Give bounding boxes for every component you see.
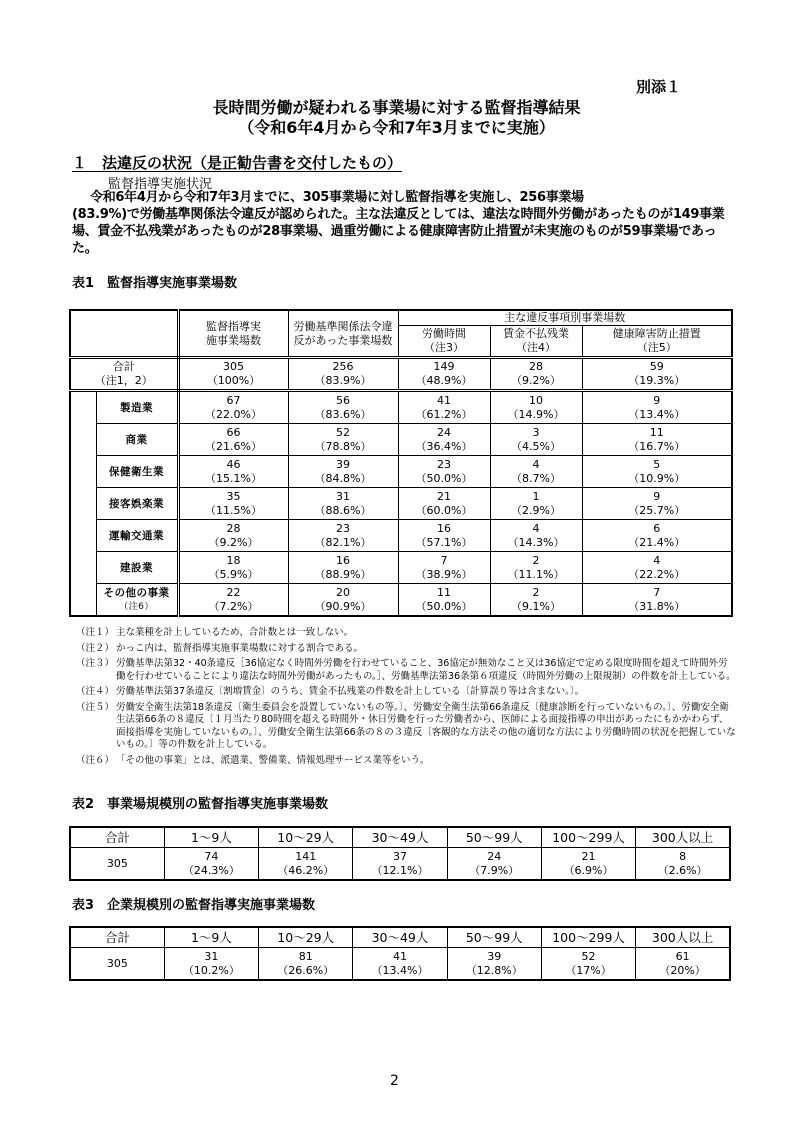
count: 10 xyxy=(529,393,543,407)
table3-header-cell: 1～9人 xyxy=(164,927,258,948)
header-label: 健康障害防止措置 xyxy=(612,327,701,340)
count: 4 xyxy=(653,553,661,567)
note-text: 労働安全衛生法第18条違反〔衛生委員会を設置していないもの等。〕、労働安全衛生法第66条違反〔健康診断を行っていないもの。〕、労働安全衛生法第66条の８違反〔１月当たり80時間を超える時間外・休日労働を行った労働者から、医師による面接指導の申出があったにもかかわらず、面接指導を実施していないもの。〕、労働安全衛生法第66条の８の３違反〔客観的な方法その他の適切な方法により労働時間の状況を把握していないもの。〕等の件数を計上している。 xyxy=(116,701,736,750)
table1-cell xyxy=(490,552,582,584)
table1-cell xyxy=(490,358,582,391)
count: 1 xyxy=(532,489,540,503)
percent: （11.5%） xyxy=(205,503,262,517)
table3-cell xyxy=(636,948,730,981)
table3-total-cell: 305 xyxy=(70,948,164,981)
count: 149 xyxy=(433,360,455,373)
table1-industry-label xyxy=(96,424,178,456)
percent: （78.8%） xyxy=(314,439,372,453)
table1-cell xyxy=(398,584,490,617)
count: 21 xyxy=(437,489,451,503)
industry-name: 保健衛生業 xyxy=(109,465,164,478)
table1-cell xyxy=(178,520,288,552)
percent: （50.0%） xyxy=(415,471,473,485)
count: 46 xyxy=(226,457,241,471)
table1-row xyxy=(70,584,732,617)
percent: （82.1%） xyxy=(314,535,372,549)
table1-cell xyxy=(288,391,398,424)
table1-row xyxy=(70,520,732,552)
count: 7 xyxy=(440,553,448,567)
count: 20 xyxy=(336,585,350,599)
table2-header-cell: 300人以上 xyxy=(636,827,730,848)
table1-cell xyxy=(398,358,490,391)
industry-name: 運輸交通業 xyxy=(109,529,164,542)
count: 2 xyxy=(532,553,540,567)
percent: （48.9%） xyxy=(415,374,473,387)
table1-cell xyxy=(178,358,288,391)
count: 5 xyxy=(653,457,661,471)
table3-cell xyxy=(541,948,635,981)
table2-header-cell: 30～49人 xyxy=(353,827,447,848)
percent: （9.1%） xyxy=(511,599,561,613)
table1-cell xyxy=(582,520,732,552)
percent: （22.2%） xyxy=(628,567,686,581)
percent: （88.9%） xyxy=(314,567,372,581)
percent: （17%） xyxy=(565,963,612,977)
table1-industry-label xyxy=(96,520,178,552)
row-note: （注1，2） xyxy=(94,374,153,387)
table1-header-health-measures xyxy=(582,326,732,358)
note-key: （注６） xyxy=(76,754,115,766)
table1-header-working-hours xyxy=(398,326,490,358)
table1-industry-label xyxy=(96,391,178,424)
table1-cell xyxy=(490,424,582,456)
count: 35 xyxy=(226,489,241,503)
percent: （21.4%） xyxy=(628,535,686,549)
table3-cell xyxy=(353,948,447,981)
percent: （36.4%） xyxy=(415,439,473,453)
count: 8 xyxy=(679,849,687,863)
table1-industry-group-indent xyxy=(70,391,96,617)
table3-header-cell: 30～49人 xyxy=(353,927,447,948)
percent: （12.1%） xyxy=(371,863,429,877)
table1-cell xyxy=(398,391,490,424)
percent: （21.6%） xyxy=(205,439,262,453)
percent: （83.6%） xyxy=(314,407,372,421)
table3-value-row xyxy=(70,948,730,981)
table1-cell xyxy=(490,520,582,552)
table1-cell xyxy=(178,424,288,456)
count: 23 xyxy=(336,521,350,535)
table1-header-inspected: 監督指導実施事業場数 xyxy=(178,310,288,358)
table1-cell xyxy=(288,552,398,584)
count: 4 xyxy=(532,521,540,535)
table1-row xyxy=(70,456,732,488)
note-item xyxy=(76,658,736,683)
document-title: 長時間労働が疑われる事業場に対する監督指導結果 xyxy=(212,98,581,117)
industry-name: 接客娯楽業 xyxy=(109,497,164,510)
table1-row xyxy=(70,552,732,584)
percent: （5.9%） xyxy=(208,567,259,581)
header-note: （注4） xyxy=(516,341,556,354)
count: 24 xyxy=(437,425,451,439)
percent: （88.6%） xyxy=(314,503,372,517)
table1-cell xyxy=(582,424,732,456)
table2-header-row xyxy=(70,827,730,848)
count: 305 xyxy=(223,360,244,373)
table1-cell xyxy=(582,358,732,391)
table1-corner-cell xyxy=(70,310,178,358)
table1-row xyxy=(70,488,732,520)
table1-cell xyxy=(490,391,582,424)
table1-inspection-results xyxy=(69,309,733,617)
note-text: 労働基準法第32・40条違反［36協定なく時間外労働を行わせていること、36協定が無効なこと又は36協定で定める限度時間を超えて時間外労働を行わせていることにより違法な時間外労働があったもの。］、労働基準法第36条第６項違反（時間外労働の上限規制）の件数を計上している。 xyxy=(116,658,736,682)
table1-total-row xyxy=(70,358,732,391)
note-text: 主な業種を計上しているため、合計数とは一致しない。 xyxy=(116,627,354,638)
table3-cell xyxy=(447,948,541,981)
table2-header-cell: 合計 xyxy=(70,827,164,848)
industry-name: 製造業 xyxy=(120,401,153,414)
percent: （9.2%） xyxy=(208,535,259,549)
table1-cell xyxy=(178,456,288,488)
count: 31 xyxy=(336,489,350,503)
table2-header-cell: 1～9人 xyxy=(164,827,258,848)
count: 39 xyxy=(487,949,502,963)
percent: （13.4%） xyxy=(371,963,429,977)
table3-header-row xyxy=(70,927,730,948)
count: 9 xyxy=(653,489,661,503)
count: 256 xyxy=(332,360,354,373)
table1-header-unpaid-overtime xyxy=(490,326,582,358)
count: 28 xyxy=(226,521,241,535)
percent: （25.7%） xyxy=(628,503,686,517)
note-item xyxy=(76,627,736,640)
percent: （10.2%） xyxy=(182,963,240,977)
percent: （61.2%） xyxy=(415,407,473,421)
count: 41 xyxy=(392,949,407,963)
industry-name: その他の事業 xyxy=(103,586,170,599)
document-subtitle: （令和6年4月から令和7年3月までに実施） xyxy=(238,118,555,137)
header-label: 労働時間 xyxy=(422,327,466,340)
table1-caption: 表1 監督指導実施事業場数 xyxy=(72,276,238,291)
table3-header-cell: 50～99人 xyxy=(447,927,541,948)
table2-value-row xyxy=(70,848,730,881)
table1-header-violations: 労働基準関係法令違反があった事業場数 xyxy=(288,310,398,358)
percent: （14.9%） xyxy=(507,407,565,421)
count: 18 xyxy=(226,553,241,567)
count: 23 xyxy=(437,457,451,471)
note-key: （注５） xyxy=(76,701,115,713)
count: 21 xyxy=(581,849,596,863)
count: 4 xyxy=(532,457,540,471)
table1-cell xyxy=(178,552,288,584)
table1-cell xyxy=(490,584,582,617)
row-label: 合計 xyxy=(112,360,135,373)
table2-header-cell: 100～299人 xyxy=(541,827,635,848)
table2-header-cell: 50～99人 xyxy=(447,827,541,848)
count: 56 xyxy=(336,393,350,407)
percent: （4.5%） xyxy=(511,439,561,453)
subheading: 監督指導実施状況 xyxy=(108,177,213,192)
industry-note: （注6） xyxy=(119,601,154,612)
table1-cell xyxy=(398,488,490,520)
table1-industry-label xyxy=(96,584,178,617)
percent: （11.1%） xyxy=(507,567,565,581)
table1-cell xyxy=(398,552,490,584)
count: 6 xyxy=(653,521,661,535)
table2-cell xyxy=(447,848,541,881)
table2-cell xyxy=(636,848,730,881)
percent: （19.3%） xyxy=(628,374,686,387)
percent: （2.6%） xyxy=(657,863,708,877)
note-key: （注２） xyxy=(76,642,115,654)
percent: （12.8%） xyxy=(465,963,523,977)
table1-notes xyxy=(76,627,736,770)
note-item xyxy=(76,643,736,656)
count: 81 xyxy=(298,949,313,963)
table2-header-cell: 10～29人 xyxy=(259,827,353,848)
percent: （100%） xyxy=(206,374,261,387)
table1-cell xyxy=(582,456,732,488)
count: 37 xyxy=(392,849,407,863)
table1-cell xyxy=(288,488,398,520)
percent: （8.7%） xyxy=(511,471,561,485)
percent: （38.9%） xyxy=(415,567,473,581)
count: 66 xyxy=(226,425,241,439)
table1-cell xyxy=(178,584,288,617)
percent: （57.1%） xyxy=(415,535,473,549)
percent: （50.0%） xyxy=(415,599,473,613)
table2-cell xyxy=(353,848,447,881)
industry-name: 建設業 xyxy=(120,561,153,574)
table3-cell xyxy=(164,948,258,981)
percent: （83.9%） xyxy=(314,374,372,387)
percent: （16.7%） xyxy=(628,439,686,453)
percent: （7.9%） xyxy=(469,863,520,877)
table1-cell xyxy=(582,584,732,617)
table2-total-cell: 305 xyxy=(70,848,164,881)
count: 3 xyxy=(532,425,540,439)
count: 16 xyxy=(437,521,451,535)
table1-cell xyxy=(582,391,732,424)
table1-industry-label xyxy=(96,456,178,488)
count: 41 xyxy=(437,393,451,407)
count: 39 xyxy=(336,457,350,471)
count: 52 xyxy=(336,425,350,439)
percent: （46.2%） xyxy=(277,863,335,877)
percent: （14.3%） xyxy=(507,535,565,549)
table3-cell xyxy=(259,948,353,981)
summary-paragraph xyxy=(72,189,732,257)
table1-total-label xyxy=(70,358,178,391)
note-key: （注４） xyxy=(76,686,115,697)
header-label: 賃金不払残業 xyxy=(503,327,569,340)
table3-header-cell: 10～29人 xyxy=(259,927,353,948)
table3-header-cell: 300人以上 xyxy=(636,927,730,948)
industry-name: 商業 xyxy=(125,433,148,446)
note-key: （注１） xyxy=(76,627,115,638)
table2-cell xyxy=(164,848,258,881)
percent: （90.9%） xyxy=(314,599,372,613)
table1-cell xyxy=(288,520,398,552)
summary-rest: (83.9%)で労働基準関係法令違反が認められた。主な法違反としては、違法な時間外労働があったものが149事業場、賃金不払残業があったものが28事業場、過重労働による健康障害防止措置が未実施のものが59事業場であった。 xyxy=(72,207,725,256)
percent: （15.1%） xyxy=(205,471,262,485)
count: 24 xyxy=(487,849,502,863)
table1-industry-rows xyxy=(70,391,732,617)
table3-header-cell: 100～299人 xyxy=(541,927,635,948)
table1-cell xyxy=(490,456,582,488)
percent: （20%） xyxy=(659,963,706,977)
attachment-label: 別添１ xyxy=(636,78,682,96)
percent: （22.0%） xyxy=(205,407,262,421)
table1-header-group: 主な違反事項別事業場数 xyxy=(398,310,732,326)
percent: （13.4%） xyxy=(628,407,686,421)
header-note: （注5） xyxy=(636,341,677,354)
table3-header-cell: 合計 xyxy=(70,927,164,948)
count: 16 xyxy=(336,553,350,567)
table1-cell xyxy=(398,424,490,456)
table1-cell xyxy=(288,424,398,456)
table1-cell xyxy=(288,584,398,617)
table1-cell xyxy=(178,488,288,520)
percent: （84.8%） xyxy=(314,471,372,485)
count: 52 xyxy=(581,949,596,963)
table2-cell xyxy=(259,848,353,881)
count: 22 xyxy=(226,585,241,599)
count: 31 xyxy=(204,949,219,963)
count: 141 xyxy=(295,849,317,863)
table1-row xyxy=(70,424,732,456)
table3-caption: 表3 企業規模別の監督指導実施事業場数 xyxy=(72,898,316,913)
note-text: かっこ内は、監督指導実施事業場数に対する割合である。 xyxy=(116,642,364,654)
table2-by-establishment-size xyxy=(69,826,731,881)
table1-cell xyxy=(288,358,398,391)
percent: （7.2%） xyxy=(208,599,259,613)
note-key: （注３） xyxy=(76,658,115,669)
percent: （24.3%） xyxy=(182,863,240,877)
count: 59 xyxy=(649,360,664,373)
percent: （31.8%） xyxy=(628,599,686,613)
note-text: 労働基準法第37条違反〔割増賃金〕のうち、賃金不払残業の件数を計上している〔計算誤り等は含まない。〕。 xyxy=(116,686,585,697)
table1-cell xyxy=(398,456,490,488)
table3-by-enterprise-size xyxy=(69,926,731,981)
note-text: 「その他の事業」とは、派遣業、警備業、情報処理サービス業等をいう。 xyxy=(116,754,430,766)
percent: （26.6%） xyxy=(277,963,335,977)
percent: （2.9%） xyxy=(511,503,561,517)
percent: （60.0%） xyxy=(415,503,473,517)
table1-row xyxy=(70,391,732,424)
table2-caption: 表2 事業場規模別の監督指導実施事業場数 xyxy=(72,797,329,812)
count: 67 xyxy=(226,393,241,407)
table1-cell xyxy=(490,488,582,520)
table1-industry-label xyxy=(96,488,178,520)
count: 61 xyxy=(675,949,690,963)
count: 9 xyxy=(653,393,661,407)
percent: （9.2%） xyxy=(511,374,561,387)
count: 11 xyxy=(649,425,664,439)
table1-header-row-1 xyxy=(70,310,732,326)
percent: （10.9%） xyxy=(628,471,686,485)
count: 74 xyxy=(204,849,219,863)
page-number: 2 xyxy=(390,1073,399,1089)
table1-industry-label xyxy=(96,552,178,584)
note-item xyxy=(76,755,736,768)
note-item xyxy=(76,686,736,699)
count: 28 xyxy=(529,360,543,373)
table1-cell xyxy=(288,456,398,488)
table1-cell xyxy=(582,488,732,520)
count: 2 xyxy=(532,585,540,599)
percent: （6.9%） xyxy=(563,863,614,877)
summary-line-1: 令和6年4月から令和7年3月までに、305事業場に対し監督指導を実施し、256事業場 xyxy=(90,190,584,205)
table2-cell xyxy=(541,848,635,881)
count: 11 xyxy=(437,585,451,599)
note-item xyxy=(76,702,736,752)
table1-cell xyxy=(582,552,732,584)
table1-cell xyxy=(398,520,490,552)
count: 7 xyxy=(653,585,661,599)
header-note: （注3） xyxy=(424,341,464,354)
table1-cell xyxy=(178,391,288,424)
section-heading: １ 法違反の状況（是正勧告書を交付したもの） xyxy=(72,154,403,172)
